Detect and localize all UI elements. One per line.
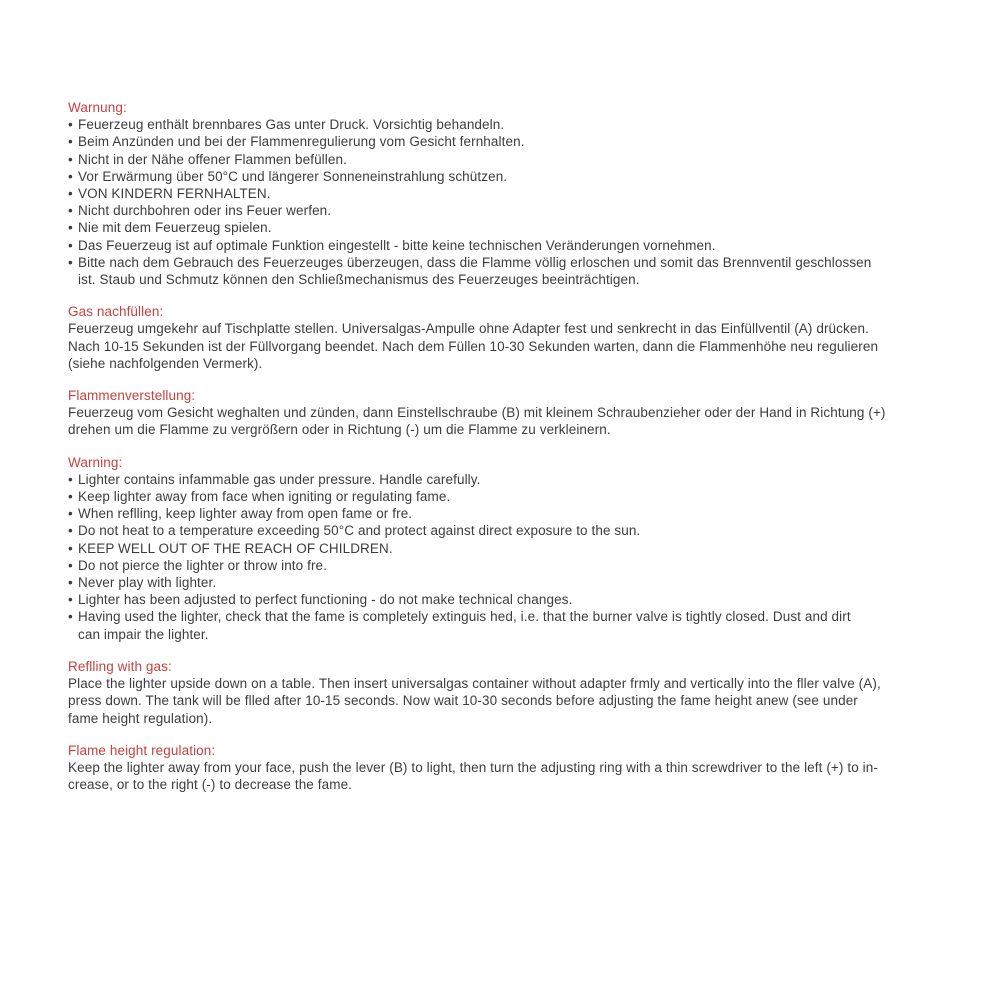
section-heading: Gas nachfüllen:: [68, 304, 164, 320]
bullet-marker: •: [68, 134, 73, 150]
section-heading: Reflling with gas:: [68, 658, 172, 674]
bullet-marker: •: [68, 489, 73, 505]
text-line-content: Keep lighter away from face when igniting or regulating fame.: [78, 489, 451, 505]
text-line-content: Nicht in der Nähe offener Flammen befüllen.: [78, 151, 347, 167]
bullet-marker: •: [68, 203, 73, 219]
bullet-marker: •: [68, 506, 73, 522]
text-line: [68, 185, 953, 202]
section-heading: Flame height regulation:: [68, 742, 216, 758]
section-flame-height-regulation: [68, 742, 953, 794]
text-line-content: Having used the lighter, check that the fame is completely extinguis hed, i.e. that the burner valve is tightly closed. Dust and dirt: [78, 609, 851, 625]
section-heading: Warning:: [68, 454, 123, 470]
text-line: [68, 254, 953, 271]
text-line-content: Lighter contains infammable gas under pressure. Handle carefully.: [78, 471, 481, 487]
text-line-content: can impair the lighter.: [78, 626, 209, 642]
text-line: [68, 591, 953, 608]
text-line-content: drehen um die Flamme zu vergrößern oder in Richtung (-) um die Flamme zu verkleinern.: [68, 422, 611, 438]
text-line-content: crease, or to the right (-) to decrease the fame.: [68, 777, 353, 793]
text-line-content: Do not heat to a temperature exceeding 50°C and protect against direct exposure to the sun.: [78, 523, 641, 539]
text-line: [68, 675, 953, 692]
text-line-content: Keep the lighter away from your face, push the lever (B) to light, then turn the adjusting ring with a thin screwdriver to the left (+) to in-: [68, 759, 878, 775]
bullet-marker: •: [68, 609, 73, 625]
bullet-marker: •: [68, 168, 73, 184]
instructions-text-block: [68, 99, 953, 793]
text-line-content: Vor Erwärmung über 50°C und längerer Sonneneinstrahlung schützen.: [78, 168, 508, 184]
section-heading: Warnung:: [68, 100, 127, 115]
text-line: [68, 202, 953, 219]
bullet-marker: •: [68, 151, 73, 167]
text-line: [68, 759, 953, 776]
bullet-marker: •: [68, 592, 73, 608]
text-line: [68, 219, 953, 236]
text-line-content: Feuerzeug enthält brennbares Gas unter Druck. Vorsichtig behandeln.: [78, 117, 505, 133]
text-line: [68, 626, 953, 643]
section-refilling-with-gas: [68, 658, 953, 727]
text-line-content: fame height regulation).: [68, 710, 213, 726]
text-line: [68, 168, 953, 185]
bullet-marker: •: [68, 540, 73, 556]
text-line-content: VON KINDERN FERNHALTEN.: [78, 186, 271, 202]
text-line: [68, 320, 953, 337]
text-line-content: When reflling, keep lighter away from open fame or fre.: [78, 506, 413, 522]
section-gas-nachfuellen: [68, 303, 953, 372]
text-line: [68, 404, 953, 421]
text-line: [68, 471, 953, 488]
text-line-content: Nie mit dem Feuerzeug spielen.: [78, 220, 272, 236]
text-line: [68, 776, 953, 793]
section-heading: Flammenverstellung:: [68, 388, 196, 404]
section-warning-en: [68, 454, 953, 643]
text-line-content: KEEP WELL OUT OF THE REACH OF CHILDREN.: [78, 540, 393, 556]
text-line: [68, 710, 953, 727]
text-line-content: Feuerzeug vom Gesicht weghalten und zünden, dann Einstellschraube (B) mit kleinem Schraubenzieher oder der Hand in Richtung (+): [68, 405, 886, 421]
text-line-content: Feuerzeug umgekehr auf Tischplatte stellen. Universalgas-Ampulle ohne Adapter fest und senkrecht in das Einfüllventil (A) drücken.: [68, 321, 869, 337]
text-line: [68, 505, 953, 522]
text-line-content: (siehe nachfolgenden Vermerk).: [68, 355, 263, 371]
bullet-marker: •: [68, 237, 73, 253]
bullet-marker: •: [68, 575, 73, 591]
bullet-marker: •: [68, 471, 73, 487]
text-line: [68, 338, 953, 355]
text-line: [68, 574, 953, 591]
text-line: [68, 133, 953, 150]
text-line-content: ist. Staub und Schmutz können den Schließmechanismus des Feuerzeuges beeinträchtigen.: [78, 272, 640, 288]
text-line: [68, 540, 953, 557]
text-line-content: Nach 10-15 Sekunden ist der Füllvorgang beendet. Nach dem Füllen 10-30 Sekunden warten, dann die Flammenhöhe neu regulieren: [68, 338, 879, 354]
bullet-marker: •: [68, 117, 73, 133]
text-line-content: Never play with lighter.: [78, 575, 217, 591]
text-line: [68, 116, 953, 133]
text-line-content: Nicht durchbohren oder ins Feuer werfen.: [78, 203, 332, 219]
text-line-content: Place the lighter upside down on a table. Then insert universalgas container without adapter frmly and vertically into the fller valve (A),: [68, 676, 881, 692]
text-line: [68, 151, 953, 168]
text-line-content: Beim Anzünden und bei der Flammenregulierung vom Gesicht fernhalten.: [78, 134, 525, 150]
bullet-marker: •: [68, 254, 73, 270]
text-line-content: Lighter has been adjusted to perfect functioning - do not make technical changes.: [78, 592, 573, 608]
bullet-marker: •: [68, 186, 73, 202]
text-line: [68, 488, 953, 505]
text-line: [68, 271, 953, 288]
text-line-content: Das Feuerzeug ist auf optimale Funktion eingestellt - bitte keine technischen Veränderungen vornehmen.: [78, 237, 716, 253]
text-line: [68, 522, 953, 539]
section-warnung-de: [68, 99, 953, 288]
text-line: [68, 355, 953, 372]
text-line-content: Do not pierce the lighter or throw into fre.: [78, 557, 328, 573]
text-line-content: press down. The tank will be flled after 10-15 seconds. Now wait 10-30 seconds before adjusting the fame height anew (see under: [68, 693, 858, 709]
text-line: [68, 237, 953, 254]
text-line-content: Bitte nach dem Gebrauch des Feuerzeuges überzeugen, dass die Flamme völlig erloschen und somit das Brennventil geschlossen: [78, 254, 872, 270]
text-line: [68, 421, 953, 438]
bullet-marker: •: [68, 523, 73, 539]
text-line: [68, 557, 953, 574]
text-line: [68, 692, 953, 709]
text-line: [68, 608, 953, 625]
bullet-marker: •: [68, 557, 73, 573]
bullet-marker: •: [68, 220, 73, 236]
section-flammenverstellung: [68, 387, 953, 439]
